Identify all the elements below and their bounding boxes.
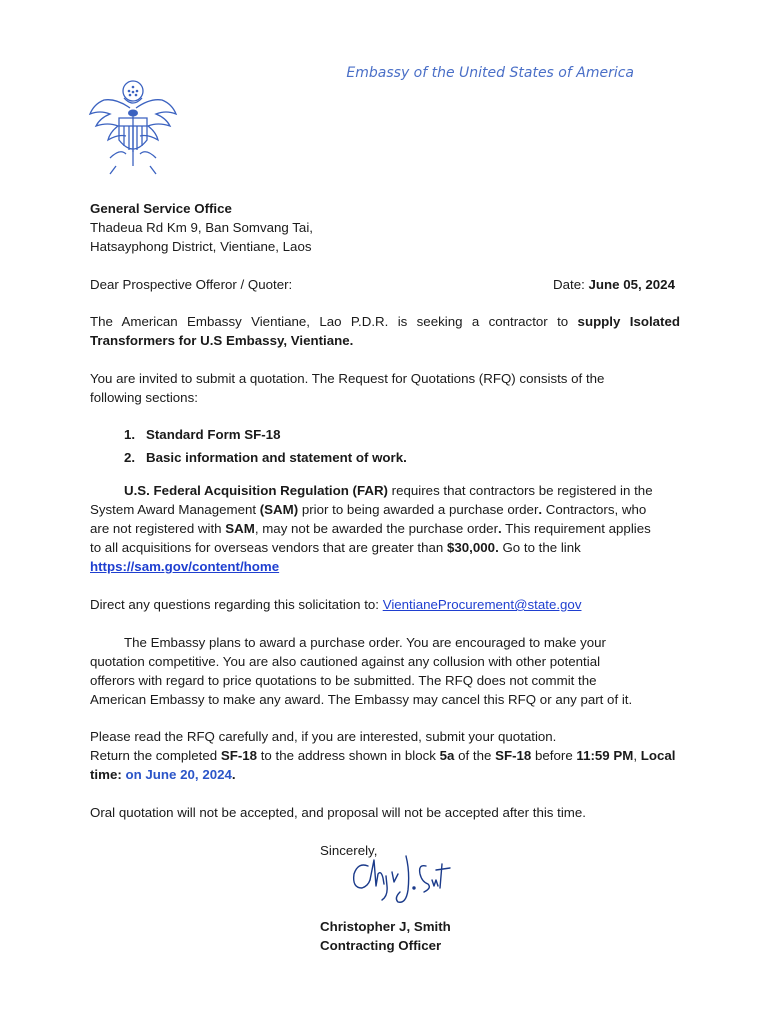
- submit-line3: time: on June 20, 2024.: [90, 767, 236, 782]
- far-line1: U.S. Federal Acquisition Regulation (FAR) requires that contractors be registered in the: [124, 483, 653, 498]
- great-seal-icon: [86, 78, 180, 178]
- salutation: Dear Prospective Offeror / Quoter:: [90, 277, 293, 292]
- award-line3: offerors with regard to price quotations to be submitted. The RFQ does not commit the: [90, 673, 597, 688]
- intro-line2: Transformers for U.S Embassy, Vientiane.: [90, 333, 354, 348]
- signatory-title: Contracting Officer: [320, 938, 442, 953]
- far-line3: are not registered with SAM, may not be awarded the purchase order. This requirement applies: [90, 521, 651, 536]
- signatory-name: Christopher J, Smith: [320, 919, 451, 934]
- letterhead-embassy-name: Embassy of the United States of America: [346, 65, 634, 81]
- intro-line1: The American Embassy Vientiane, Lao P.D.R. is seeking a contractor to supply Isolated: [90, 314, 681, 329]
- submit-line2: Return the completed SF-18 to the address shown in block 5a of the SF-18 before 11:59 PM, Local: [90, 748, 676, 763]
- award-line2: quotation competitive. You are also cautioned against any collusion with other potential: [90, 654, 601, 669]
- oral-quotation-notice: Oral quotation will not be accepted, and proposal will not be accepted after this time.: [90, 805, 586, 820]
- questions-line: Direct any questions regarding this solicitation to: VientianeProcurement@state.gov: [90, 597, 582, 612]
- far-line2: System Award Management (SAM) prior to being awarded a purchase order. Contractors, who: [90, 502, 647, 517]
- award-line1: The Embassy plans to award a purchase order. You are encouraged to make your: [124, 635, 606, 650]
- invitation-line2: following sections:: [90, 390, 198, 405]
- sam-link[interactable]: https://sam.gov/content/home: [90, 559, 280, 574]
- office-address-line2: Hatsayphong District, Vientiane, Laos: [90, 239, 312, 254]
- award-line4: American Embassy to make any award. The Embassy may cancel this RFQ or any part of it.: [90, 692, 633, 707]
- far-line5: [90, 557, 279, 576]
- invitation-line1: You are invited to submit a quotation. The Request for Quotations (RFQ) consists of the: [90, 371, 605, 386]
- far-line4: to all acquisitions for overseas vendors that are greater than $30,000. Go to the link: [90, 540, 581, 555]
- list-item: 2. Basic information and statement of work.: [124, 450, 407, 465]
- list-item: 1. Standard Form SF-18: [124, 427, 281, 442]
- procurement-email-link[interactable]: VientianeProcurement@state.gov: [382, 597, 582, 612]
- submit-line1: Please read the RFQ carefully and, if you are interested, submit your quotation.: [90, 729, 557, 744]
- office-name: General Service Office: [90, 201, 232, 216]
- sections-list: [124, 425, 444, 471]
- letter-date: Date: June 05, 2024: [553, 277, 675, 292]
- signature: [348, 852, 452, 908]
- closing-sincerely: Sincerely,: [320, 843, 378, 858]
- deadline-date: on June 20, 2024: [121, 767, 232, 782]
- office-address-line1: Thadeua Rd Km 9, Ban Somvang Tai,: [90, 220, 313, 235]
